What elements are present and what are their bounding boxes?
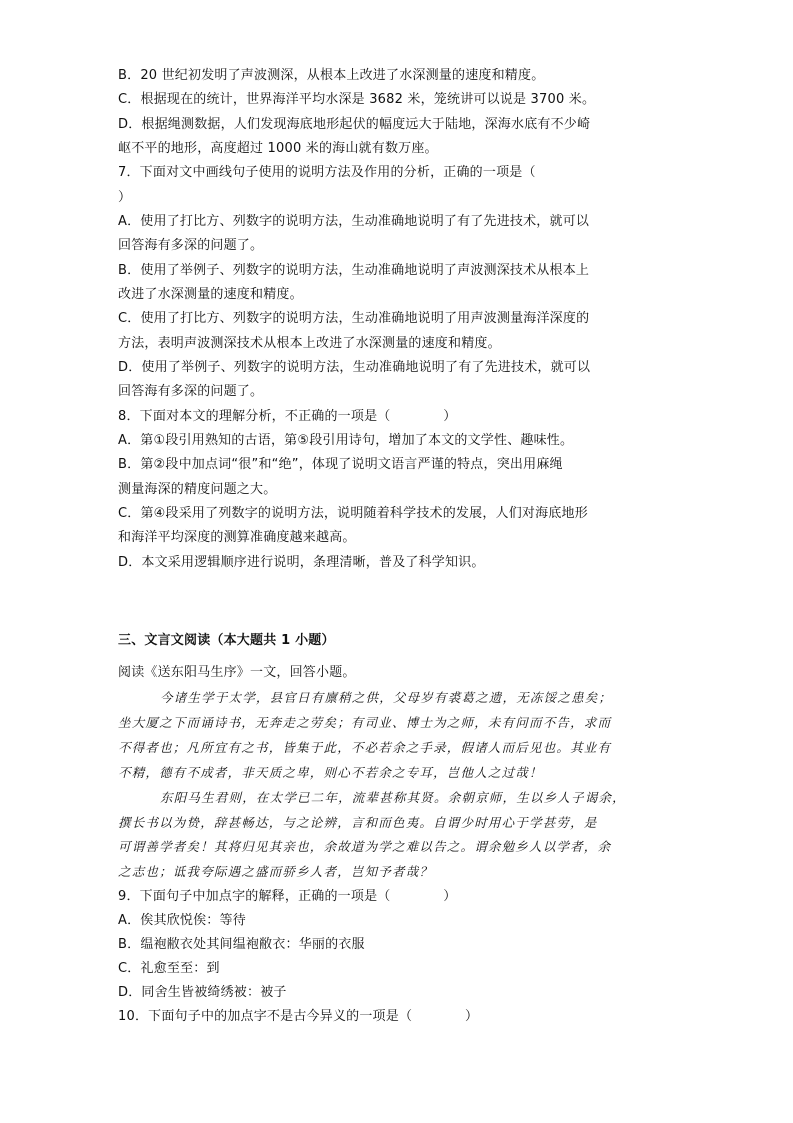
passage-line: 坐大厦之下而诵诗书，无奔走之劳矣；有司业、博士为之师，未有问而不告，求而 bbox=[118, 715, 612, 730]
passage-line: 之志也；诋我夸际遇之盛而骄乡人者，岂知予者哉？ bbox=[118, 864, 434, 879]
text-line: A．第①段引用熟知的古语，第⑤段引用诗句，增加了本文的文学性、趣味性。 bbox=[118, 433, 574, 448]
text-line: A．使用了打比方、列数字的说明方法，生动准确地说明了有了先进技术，就可以 bbox=[118, 214, 590, 229]
text-line: C．根据现在的统计，世界海洋平均水深是 3682 米，笼统讲可以说是 3700 米。 bbox=[118, 92, 596, 107]
text-line: ） bbox=[118, 190, 132, 205]
passage-line: 可谓善学者矣！其将归见其亲也，余故道为学之难以告之。谓余勉乡人以学者，余 bbox=[118, 839, 612, 854]
text-line: 和海洋平均深度的测算准确度越来越高。 bbox=[118, 530, 356, 545]
text-line: D．根据绳测数据，人们发现海底地形起伏的幅度远大于陆地，深海水底有不少崎 bbox=[118, 117, 591, 132]
text-line: B．使用了举例子、列数字的说明方法，生动准确地说明了声波测深技术从根本上 bbox=[118, 263, 590, 278]
passage-line: 撰长书以为贽，辞甚畅达，与之论辨，言和而色夷。自谓少时用心于学甚劳，是 bbox=[118, 815, 598, 830]
reading-intro: 阅读《送东阳马生序》一文，回答小题。 bbox=[118, 665, 356, 680]
question-option: A．俟其欣悦俟：等待 bbox=[118, 913, 246, 928]
passage-line: 今诸生学于太学，县官日有廪稍之供，父母岁有裘葛之遗，无冻馁之患矣； bbox=[160, 690, 613, 705]
question-option: D．同舍生皆被绮绣被：被子 bbox=[118, 985, 287, 1000]
section-title: 三、文言文阅读（本大题共 1 小题） bbox=[118, 633, 335, 648]
question-option: B．缊袍敝衣处其间缊袍敝衣：华丽的衣服 bbox=[118, 937, 365, 952]
text-line: 岖不平的地形，高度超过 1000 米的海山就有数万座。 bbox=[118, 141, 438, 156]
text-line: 回答海有多深的问题了。 bbox=[118, 238, 264, 253]
text-line: C．使用了打比方、列数字的说明方法，生动准确地说明了用声波测量海洋深度的 bbox=[118, 311, 590, 326]
text-line: D．本文采用逻辑顺序进行说明，条理清晰，普及了科学知识。 bbox=[118, 555, 485, 570]
question-line: 9．下面句子中加点字的解释，正确的一项是（ ） bbox=[118, 889, 457, 904]
text-line: 方法，表明声波测深技术从根本上改进了水深测量的速度和精度。 bbox=[118, 336, 501, 351]
text-line: 测量海深的精度问题之大。 bbox=[118, 482, 277, 497]
passage-line: 东阳马生君则，在太学已二年，流辈甚称其贤。余朝京师，生以乡人子谒余， bbox=[160, 790, 626, 805]
question-line: 10．下面句子中的加点字不是古今异义的一项是（ ） bbox=[118, 1009, 479, 1024]
text-line: B．20 世纪初发明了声波测深，从根本上改进了水深测量的速度和精度。 bbox=[118, 68, 545, 83]
question-option: C．礼愈至至：到 bbox=[118, 961, 220, 976]
passage-line: 不精，德有不成者，非天质之卑，则心不若余之专耳，岂他人之过哉！ bbox=[118, 765, 543, 780]
text-line: C．第④段采用了列数字的说明方法，说明随着科学技术的发展，人们对海底地形 bbox=[118, 506, 588, 521]
text-line: 回答海有多深的问题了。 bbox=[118, 384, 264, 399]
passage-line: 不得者也；凡所宜有之书，皆集于此，不必若余之手录，假诸人而后见也。其业有 bbox=[118, 740, 612, 755]
text-line: 7．下面对文中画线句子使用的说明方法及作用的分析，正确的一项是（ bbox=[118, 165, 536, 180]
text-line: 改进了水深测量的速度和精度。 bbox=[118, 287, 303, 302]
text-line: B．第②段中加点词“很”和“绝”，体现了说明文语言严谨的特点，突出用麻绳 bbox=[118, 457, 563, 472]
text-line: D．使用了举例子、列数字的说明方法，生动准确地说明了有了先进技术，就可以 bbox=[118, 360, 591, 375]
text-line: 8．下面对本文的理解分析，不正确的一项是（ ） bbox=[118, 409, 457, 424]
